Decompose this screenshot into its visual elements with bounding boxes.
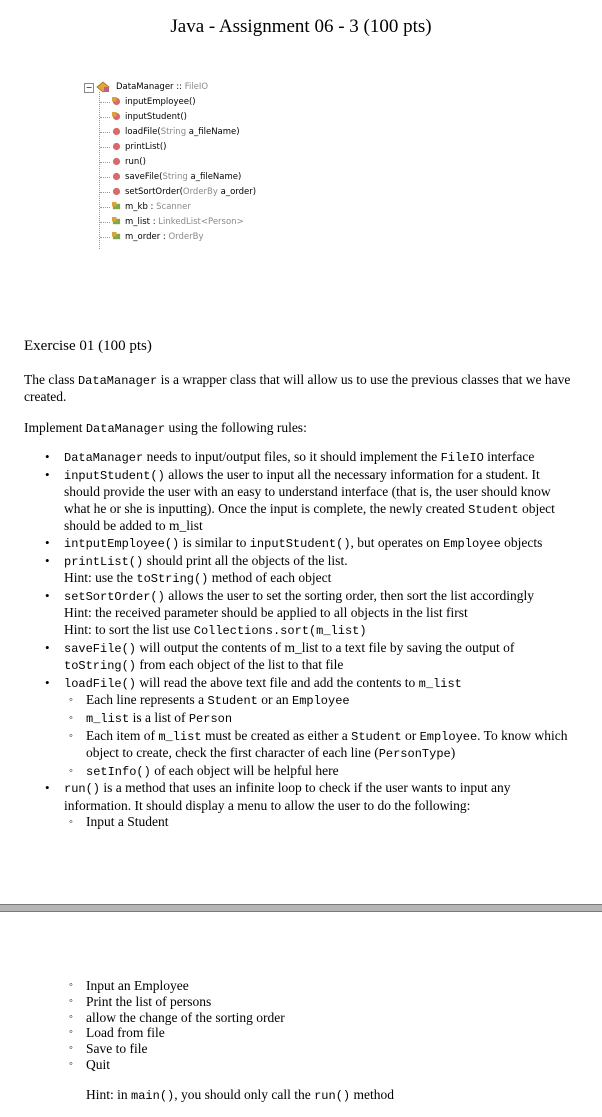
sub-list-item: ◦ Input a Student: [86, 814, 570, 831]
menu-option: ◦ Print the list of persons: [86, 994, 285, 1010]
list-item: • intputEmployee() is similar to inputStudent(), but operates on Employee objects: [64, 535, 570, 553]
sub-list: [64, 692, 570, 780]
method-icon: [112, 187, 121, 196]
list-item: • inputStudent() allows the user to input all the necessary information for a student. It should provide the user with an easy to understand interface (that is, the user should know what he or she is inputting). Once the input is complete, the newly created Student object should be added to m_list: [64, 467, 570, 535]
list-item: • setSortOrder() allows the user to set the sorting order, then sort the list accordingly Hint: the received parameter should be applied to all objects in the list first Hint: to sort the list use Collections.sort(m_list): [64, 588, 570, 640]
implement-paragraph: Implement DataManager using the following rules:: [24, 420, 307, 436]
rules-list: [64, 449, 570, 831]
tree-item[interactable]: m_kb : Scanner: [84, 200, 384, 214]
method-icon: [112, 172, 121, 181]
tree-root-label: DataManager :: FileIO: [116, 82, 209, 92]
tree-item[interactable]: setSortOrder(OrderBy a_order): [84, 185, 384, 199]
method-icon: [112, 127, 121, 136]
method-icon: [112, 157, 121, 166]
sub-list-item: ◦ setInfo() of each object will be helpful here: [86, 763, 570, 781]
list-item: • saveFile() will output the contents of m_list to a text file by saving the output of toString() from each object of the list to that file: [64, 640, 570, 675]
tree-item[interactable]: m_order : OrderBy: [84, 230, 384, 244]
class-icon: [96, 81, 110, 93]
tree-item[interactable]: saveFile(String a_fileName): [84, 170, 384, 184]
final-hint: Hint: in main(), you should only call the run() method: [86, 1087, 394, 1103]
intro-paragraph: The class DataManager is a wrapper class that will allow us to use the previous classes that we have created.: [24, 372, 571, 404]
menu-option: ◦ Save to file: [86, 1041, 285, 1057]
field-icon: [112, 232, 121, 241]
menu-options-list: [86, 978, 285, 1073]
menu-option: ◦ Input an Employee: [86, 978, 285, 994]
method-icon: [112, 142, 121, 151]
field-icon: [112, 217, 121, 226]
method-lock-icon: [112, 112, 121, 121]
tree-item[interactable]: inputStudent(): [84, 110, 384, 124]
collapse-icon[interactable]: −: [85, 83, 93, 92]
class-tree: [84, 80, 384, 255]
tree-item[interactable]: inputEmployee(): [84, 95, 384, 109]
menu-option: ◦ Load from file: [86, 1025, 285, 1041]
sub-list: [64, 814, 570, 831]
sub-list-item: ◦ Each line represents a Student or an Employee: [86, 692, 570, 710]
tree-item[interactable]: printList(): [84, 140, 384, 154]
tree-item[interactable]: loadFile(String a_fileName): [84, 125, 384, 139]
method-lock-icon: [112, 97, 121, 106]
list-item: • loadFile() will read the above text file and add the contents to m_list ◦ Each line represents a Student or an Employee ◦ m_list is a list of Person ◦ Each item of m_list must be created as either a Student or Employee. To know which object to create, check the first character of each line (PersonType) ◦ setInfo() of each object will be helpful here: [64, 675, 570, 781]
list-item: • printList() should print all the objects of the list. Hint: use the toString() method of each object: [64, 553, 570, 588]
page-break-divider: [0, 904, 602, 912]
tree-item[interactable]: m_list : LinkedList<Person>: [84, 215, 384, 229]
sub-list-item: ◦ Each item of m_list must be created as either a Student or Employee. To know which object to create, check the first character of each line (PersonType): [86, 728, 570, 763]
exercise-heading: Exercise 01 (100 pts): [24, 338, 152, 354]
tree-item[interactable]: run(): [84, 155, 384, 169]
list-item: • DataManager needs to input/output files, so it should implement the FileIO interface: [64, 449, 570, 467]
menu-option: ◦ Quit: [86, 1057, 285, 1073]
menu-option: ◦ allow the change of the sorting order: [86, 1010, 285, 1026]
field-icon: [112, 202, 121, 211]
sub-list-item: ◦ m_list is a list of Person: [86, 710, 570, 728]
list-item: • run() is a method that uses an infinite loop to check if the user wants to input any information. It should display a menu to allow the user to do the following: ◦ Input a Student: [64, 780, 570, 831]
page-title: Java - Assignment 06 - 3 (100 pts): [170, 16, 432, 37]
